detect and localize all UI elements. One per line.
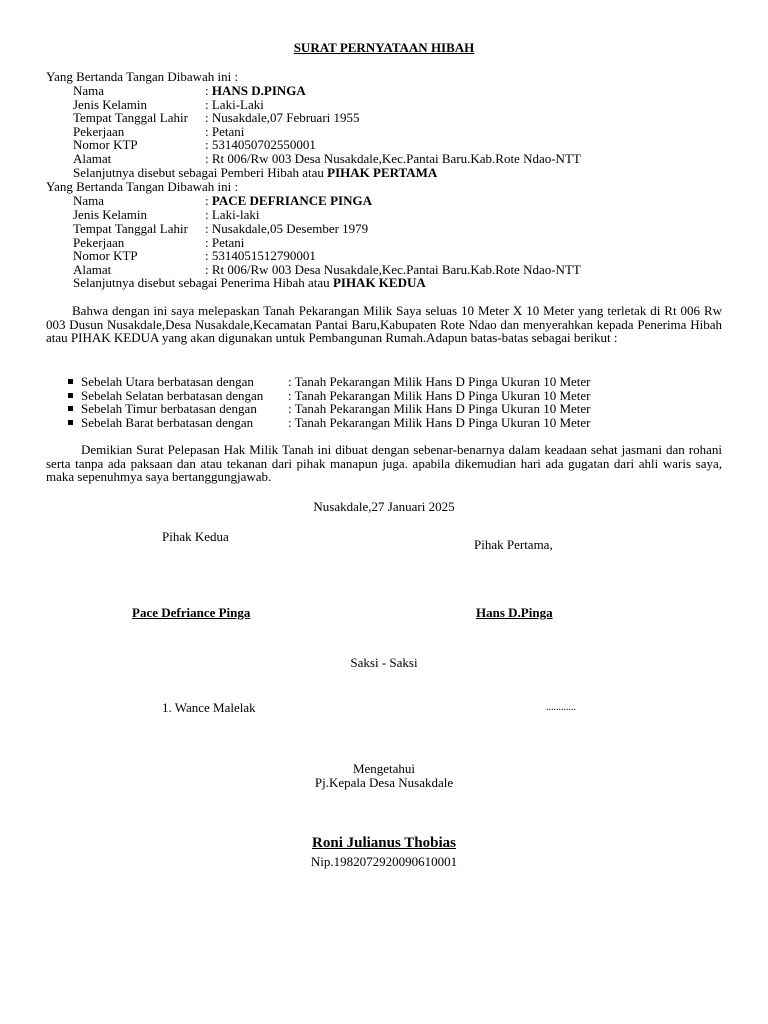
field-value: : Petani — [205, 123, 245, 139]
boundary-item-north — [68, 375, 590, 389]
boundary-value: : Tanah Pekarangan Milik Hans D Pinga Ukuran 10 Meter — [288, 387, 591, 403]
field-value: : 5314051512790001 — [205, 248, 316, 263]
party2-field-gender — [73, 208, 260, 222]
field-label: Nomor KTP — [73, 248, 138, 263]
field-label: Nama — [73, 83, 105, 98]
field-label: Nomor KTP — [73, 137, 138, 153]
bullet-icon — [68, 379, 73, 384]
party2-role — [73, 276, 426, 290]
party1-role — [73, 166, 437, 180]
boundary-value: : Tanah Pekarangan Milik Hans D Pinga Ukuran 10 Meter — [288, 374, 591, 389]
second-party-name: Pace Defriance Pinga — [132, 605, 251, 620]
boundary-list — [68, 375, 590, 429]
closing-paragraph: Demikian Surat Pelepasan Hak Milik Tanah ini dibuat dengan sebenar-benarnya dalam keadaan sehat jasmani dan rohani serta tanpa ada paksaan dan atau tekanan dari pihak manapun juga. apabila dikemudian hari ada gugatan dari ahli waris saya, maka sepenuhmya saya bertanggungjawab. — [46, 442, 722, 485]
village-head-nip: Nip.198207292009061000​1 — [310, 854, 458, 869]
field-value: HANS D.PINGA — [211, 83, 306, 98]
party1-intro: Yang Bertanda Tangan Dibawah ini : — [46, 69, 239, 84]
boundary-label: Sebelah Utara berbatasan dengan — [81, 374, 254, 389]
party1-field-name — [73, 84, 306, 98]
party1-field-address — [73, 152, 581, 166]
grant-paragraph: Bahwa dengan ini saya melepaskan Tanah Pekarangan Milik Saya seluas 10 Meter X 10 Meter yang terletak di Rt 006 Rw 003 Dusun Nusakdale,Desa Nusakdale,Kecamatan Pantai Baru,Kabupaten Rote Ndao dan menyerahkan kepada Penerima Hibah atau PIHAK KEDUA yang akan digunakan untuk Pembangunan Rumah.Adapun batas-batas sebagai berikut : — [46, 303, 722, 346]
field-label: Nama — [73, 192, 105, 208]
boundary-item-south — [68, 389, 590, 403]
boundary-label: Sebelah Barat berbatasan dengan — [81, 414, 254, 430]
boundary-label: Sebelah Timur berbatasan dengan — [81, 401, 257, 417]
field-value: : Laki-laki — [205, 206, 260, 222]
party1-field-gender — [73, 98, 264, 112]
field-value: PACE DEFRIANCE PINGA — [211, 192, 372, 208]
field-value: : Petani — [205, 234, 245, 250]
witness-heading: Saksi - Saksi — [350, 655, 418, 670]
boundary-value: : Tanah Pekarangan Milik Hans D Pinga Ukuran 10 Meter — [288, 414, 591, 430]
party2-intro: Yang Bertanda Tangan Dibawah ini : — [46, 178, 239, 194]
field-label: Tempat Tanggal Lahir — [73, 110, 188, 126]
first-party-label: Pihak Pertama, — [474, 537, 553, 552]
field-colon: : — [205, 192, 212, 208]
field-label: Pekerjaan — [73, 123, 125, 139]
role-text: Selanjutnya disebut sebagai Pemberi Hibah atau — [73, 164, 328, 180]
boundary-item-west — [68, 416, 590, 430]
field-label: Tempat Tanggal Lahir — [73, 220, 188, 236]
party1-field-birth — [73, 111, 360, 125]
bullet-icon — [68, 393, 73, 398]
party2-field-birth — [73, 222, 368, 236]
field-value: : Rt 006/Rw 003 Desa Nusakdale,Kec.Pantai Baru.Kab.Rote Ndao-NTT — [205, 261, 581, 277]
witness-item-1: 1. Wance Malelak — [162, 700, 256, 715]
role-bold: PIHAK PERTAMA — [327, 164, 438, 180]
field-label: Alamat — [73, 151, 112, 166]
boundary-value: : Tanah Pekarangan Milik Hans D Pinga Ukuran 10 Meter — [288, 401, 591, 417]
document-title: SURAT PERNYATAAN HIBAH — [293, 40, 475, 55]
field-value: : Laki-Laki — [205, 96, 264, 112]
field-value: : Rt 006/Rw 003 Desa Nusakdale,Kec.Pantai Baru.Kab.Rote Ndao-NTT — [205, 151, 581, 166]
place-date: Nusakdale,27 Januari 2025 — [313, 499, 455, 514]
first-party-name: Hans D.Pinga — [476, 605, 553, 620]
second-party-label: Pihak Kedua — [162, 529, 229, 544]
role-bold: PIHAK KEDUA — [332, 275, 426, 290]
field-value: : 5314050702550001 — [205, 137, 316, 153]
field-label: Jenis Kelamin — [73, 206, 148, 222]
field-colon: : — [205, 83, 212, 98]
approval-label: Mengetahui — [352, 761, 416, 776]
bullet-icon — [68, 406, 73, 411]
witness-signature-dots: ............ — [546, 702, 576, 713]
boundary-item-east — [68, 402, 590, 416]
party1-field-ktp — [73, 138, 316, 152]
role-text: Selanjutnya disebut sebagai Penerima Hibah atau — [73, 275, 333, 290]
field-label: Alamat — [73, 261, 112, 277]
boundary-label: Sebelah Selatan berbatasan dengan — [81, 387, 264, 403]
field-label: Pekerjaan — [73, 234, 125, 250]
field-value: : Nusakdale,05 Desember 1979 — [205, 220, 369, 236]
party2-field-name — [73, 194, 372, 208]
field-label: Jenis Kelamin — [73, 96, 148, 112]
field-value: : Nusakdale,07 Februari 1955 — [205, 110, 360, 126]
party1-field-job — [73, 125, 244, 139]
village-head-name: Roni Julianus Thobias — [312, 835, 456, 851]
approval-title: Pj.Kepala Desa Nusakdale — [314, 775, 454, 790]
bullet-icon — [68, 420, 73, 425]
